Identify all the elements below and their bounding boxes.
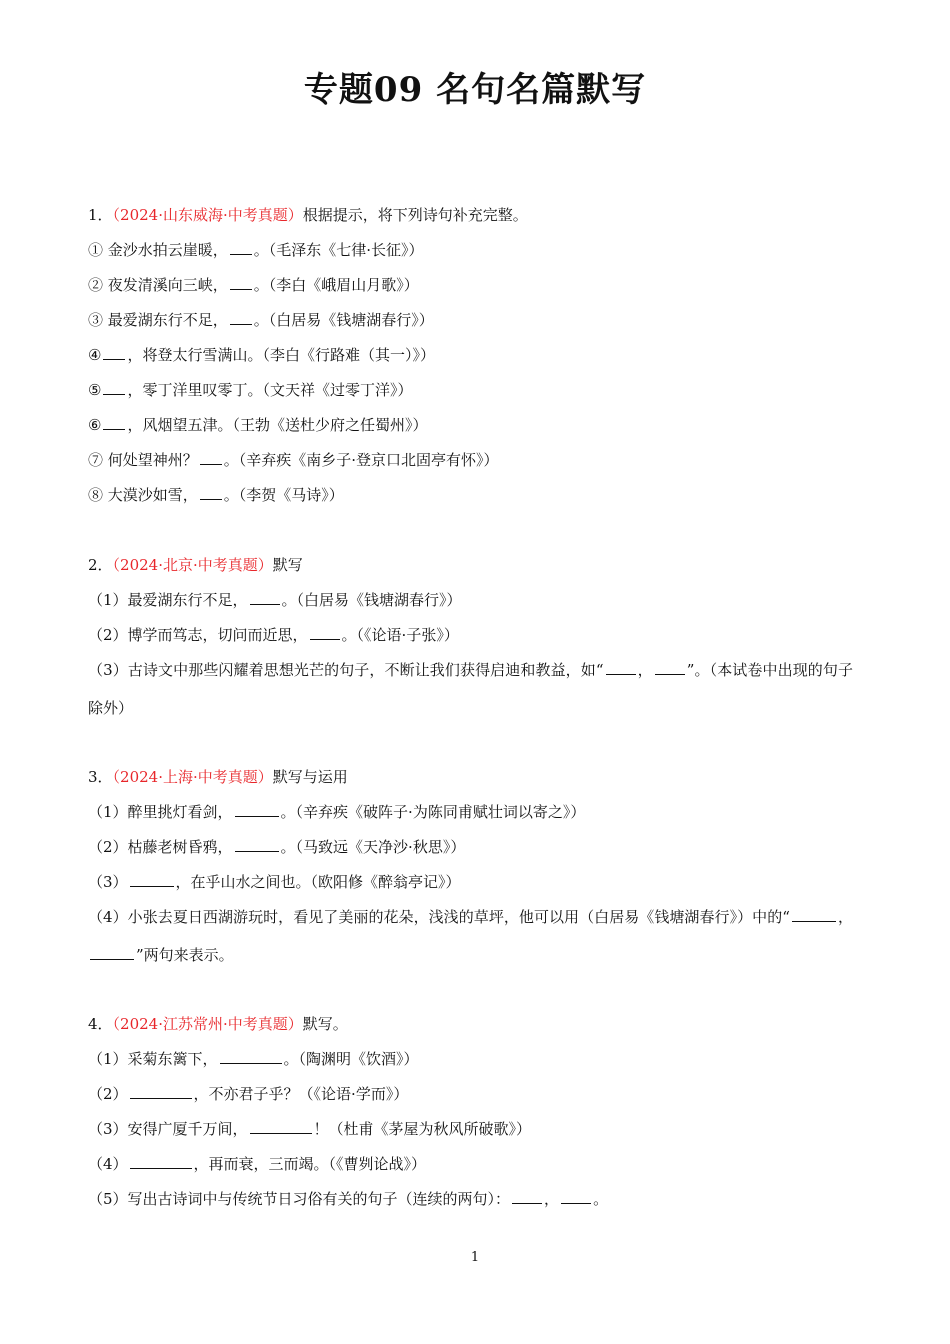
question-prompt: 根据提示，将下列诗句补充完整。: [302, 206, 528, 224]
question-prompt: 默写: [272, 556, 303, 574]
q4-item-1: （1）采菊东篱下， 。（陶渊明《饮酒》）: [88, 1050, 419, 1068]
question-1-header: [88, 205, 528, 225]
question-source: （2024·北京·中考真题）: [112, 556, 273, 574]
q1-item-4: ④ ，将登太行雪满山。（李白《行路难（其一）》）: [88, 346, 435, 364]
answer-blank[interactable]: [655, 660, 685, 675]
question-source: （2024·上海·中考真题）: [112, 768, 273, 786]
q4-item-5: （5）写出古诗词中与传统节日习俗有关的句子（连续的两句）： ， 。: [88, 1190, 609, 1208]
question-number: 2．: [88, 556, 113, 574]
answer-blank[interactable]: [235, 802, 279, 817]
question-prompt: 默写。: [302, 1015, 348, 1033]
question-2-header: [88, 555, 303, 575]
answer-blank[interactable]: [250, 1119, 312, 1134]
answer-blank[interactable]: [561, 1189, 591, 1204]
page-title: 专题09 名句名篇默写: [303, 70, 647, 110]
q1-item-6: ⑥ ，风烟望五津。（王勃《送杜少府之任蜀州》）: [88, 416, 428, 434]
q2-item-3: （3）古诗文中那些闪耀着思想光芒的句子，不断让我们获得启迪和教益，如“ ， ”。（本试卷中出现的句子除外）: [88, 661, 853, 717]
q1-item-5: ⑤ ，零丁洋里叹零丁。（文天祥《过零丁洋》）: [88, 381, 413, 399]
q4-item-4: （4） ，再而衰，三而竭。（《曹刿论战》）: [88, 1155, 427, 1173]
answer-blank[interactable]: [103, 345, 125, 360]
q3-item-4: （4）小张去夏日西湖游玩时，看见了美丽的花朵，浅浅的草坪，他可以用（白居易《钱塘湖春行》）中的“ ，”两句来表示。: [88, 908, 853, 964]
question-number: 3．: [88, 768, 113, 786]
question-number: 4．: [88, 1015, 113, 1033]
q3-item-1: （1）醉里挑灯看剑， 。（辛弃疾《破阵子·为陈同甫赋壮词以寄之》）: [88, 803, 586, 821]
question-3-header: [88, 767, 348, 787]
answer-blank[interactable]: [235, 837, 279, 852]
q4-item-3: （3）安得广厦千万间， ！（杜甫《茅屋为秋风所破歌》）: [88, 1120, 532, 1138]
q4-item-2: （2） ，不亦君子乎？（《论语·学而》）: [88, 1085, 409, 1103]
answer-blank[interactable]: [230, 240, 252, 255]
answer-blank[interactable]: [310, 625, 340, 640]
answer-blank[interactable]: [230, 275, 252, 290]
q3-item-3: （3） ，在乎山水之间也。（欧阳修《醉翁亭记》）: [88, 873, 461, 891]
answer-blank[interactable]: [90, 945, 134, 960]
q2-item-2: （2）博学而笃志，切问而近思， 。（《论语·子张》）: [88, 626, 459, 644]
q1-item-1: ① 金沙水拍云崖暖， 。（毛泽东《七律·长征》）: [88, 241, 424, 259]
q1-item-7: ⑦ 何处望神州？ 。（辛弃疾《南乡子·登京口北固亭有怀》）: [88, 451, 499, 469]
answer-blank[interactable]: [130, 1084, 192, 1099]
answer-blank[interactable]: [606, 660, 636, 675]
q1-item-3: ③ 最爱湖东行不足， 。（白居易《钱塘湖春行》）: [88, 311, 434, 329]
answer-blank[interactable]: [512, 1189, 542, 1204]
question-4-header: [88, 1014, 348, 1034]
question-prompt: 默写与运用: [272, 768, 348, 786]
answer-blank[interactable]: [220, 1049, 282, 1064]
answer-blank[interactable]: [130, 872, 174, 887]
answer-blank[interactable]: [200, 485, 222, 500]
q1-item-2: ② 夜发清溪向三峡， 。（李白《峨眉山月歌》）: [88, 276, 419, 294]
q3-item-2: （2）枯藤老树昏鸦， 。（马致远《天净沙·秋思》）: [88, 838, 466, 856]
answer-blank[interactable]: [200, 450, 222, 465]
answer-blank[interactable]: [130, 1154, 192, 1169]
answer-blank[interactable]: [250, 590, 280, 605]
question-source: （2024·山东威海·中考真题）: [112, 206, 303, 224]
answer-blank[interactable]: [792, 907, 836, 922]
question-source: （2024·江苏常州·中考真题）: [112, 1015, 303, 1033]
answer-blank[interactable]: [103, 415, 125, 430]
q1-item-8: ⑧ 大漠沙如雪， 。（李贺《马诗》）: [88, 486, 344, 504]
question-number: 1．: [88, 206, 113, 224]
q2-item-1: （1）最爱湖东行不足， 。（白居易《钱塘湖春行》）: [88, 591, 462, 609]
page-number: 1: [470, 1250, 480, 1265]
answer-blank[interactable]: [103, 380, 125, 395]
answer-blank[interactable]: [230, 310, 252, 325]
